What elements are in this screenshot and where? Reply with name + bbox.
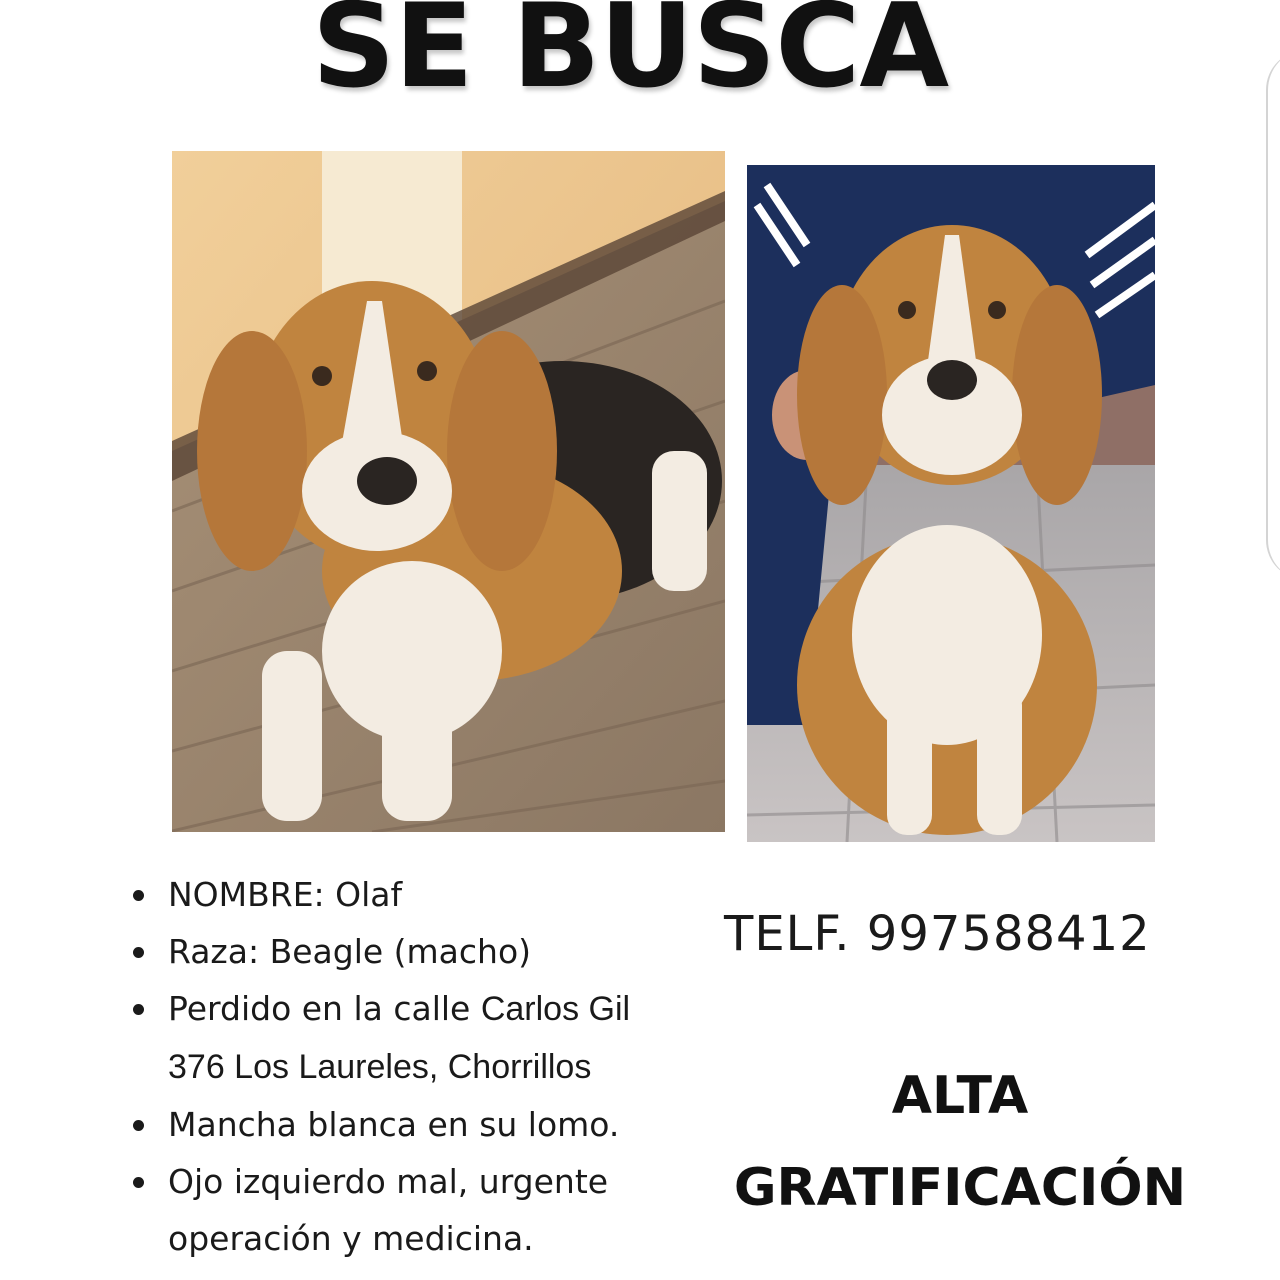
bullet-dot bbox=[133, 1177, 144, 1188]
detail-breed bbox=[128, 923, 728, 980]
dog-details-list bbox=[128, 866, 728, 1267]
detail-mark-text: Mancha blanca en su lomo. bbox=[168, 1105, 620, 1144]
detail-lost-address-text: 376 Los Laureles, Chorrillos bbox=[168, 1048, 592, 1086]
detail-lost-street: Carlos Gil bbox=[480, 990, 631, 1028]
detail-eye-line1: Ojo izquierdo mal, urgente bbox=[168, 1162, 609, 1201]
bullet-dot bbox=[133, 1004, 144, 1015]
detail-eye-line2: operación y medicina. bbox=[168, 1219, 534, 1258]
detail-mark bbox=[128, 1096, 728, 1153]
detail-lost-address bbox=[128, 1038, 728, 1096]
detail-name bbox=[128, 866, 728, 923]
reward-line-2: GRATIFICACIÓN bbox=[733, 1158, 1187, 1218]
contact-phone: TELF. 997588412 bbox=[724, 906, 1151, 962]
bullet-dot bbox=[133, 1120, 144, 1131]
poster-title: SE BUSCA bbox=[311, 0, 949, 114]
bullet-dot bbox=[133, 947, 144, 958]
bullet-dot bbox=[133, 890, 144, 901]
beagle-sitting-illustration bbox=[747, 165, 1155, 842]
detail-lost-prefix: Perdido en la calle bbox=[168, 989, 481, 1028]
detail-name-text: NOMBRE: Olaf bbox=[168, 875, 403, 914]
beagle-standing-illustration bbox=[172, 151, 725, 832]
edge-decoration bbox=[1266, 50, 1280, 580]
detail-lost-location bbox=[128, 980, 728, 1038]
detail-eye bbox=[128, 1153, 728, 1210]
beagle-sitting-photo bbox=[747, 165, 1155, 842]
beagle-standing-photo bbox=[172, 151, 725, 832]
detail-eye-cont bbox=[128, 1210, 728, 1267]
detail-breed-text: Raza: Beagle (macho) bbox=[168, 932, 532, 971]
reward-line-1: ALTA bbox=[891, 1066, 1029, 1126]
